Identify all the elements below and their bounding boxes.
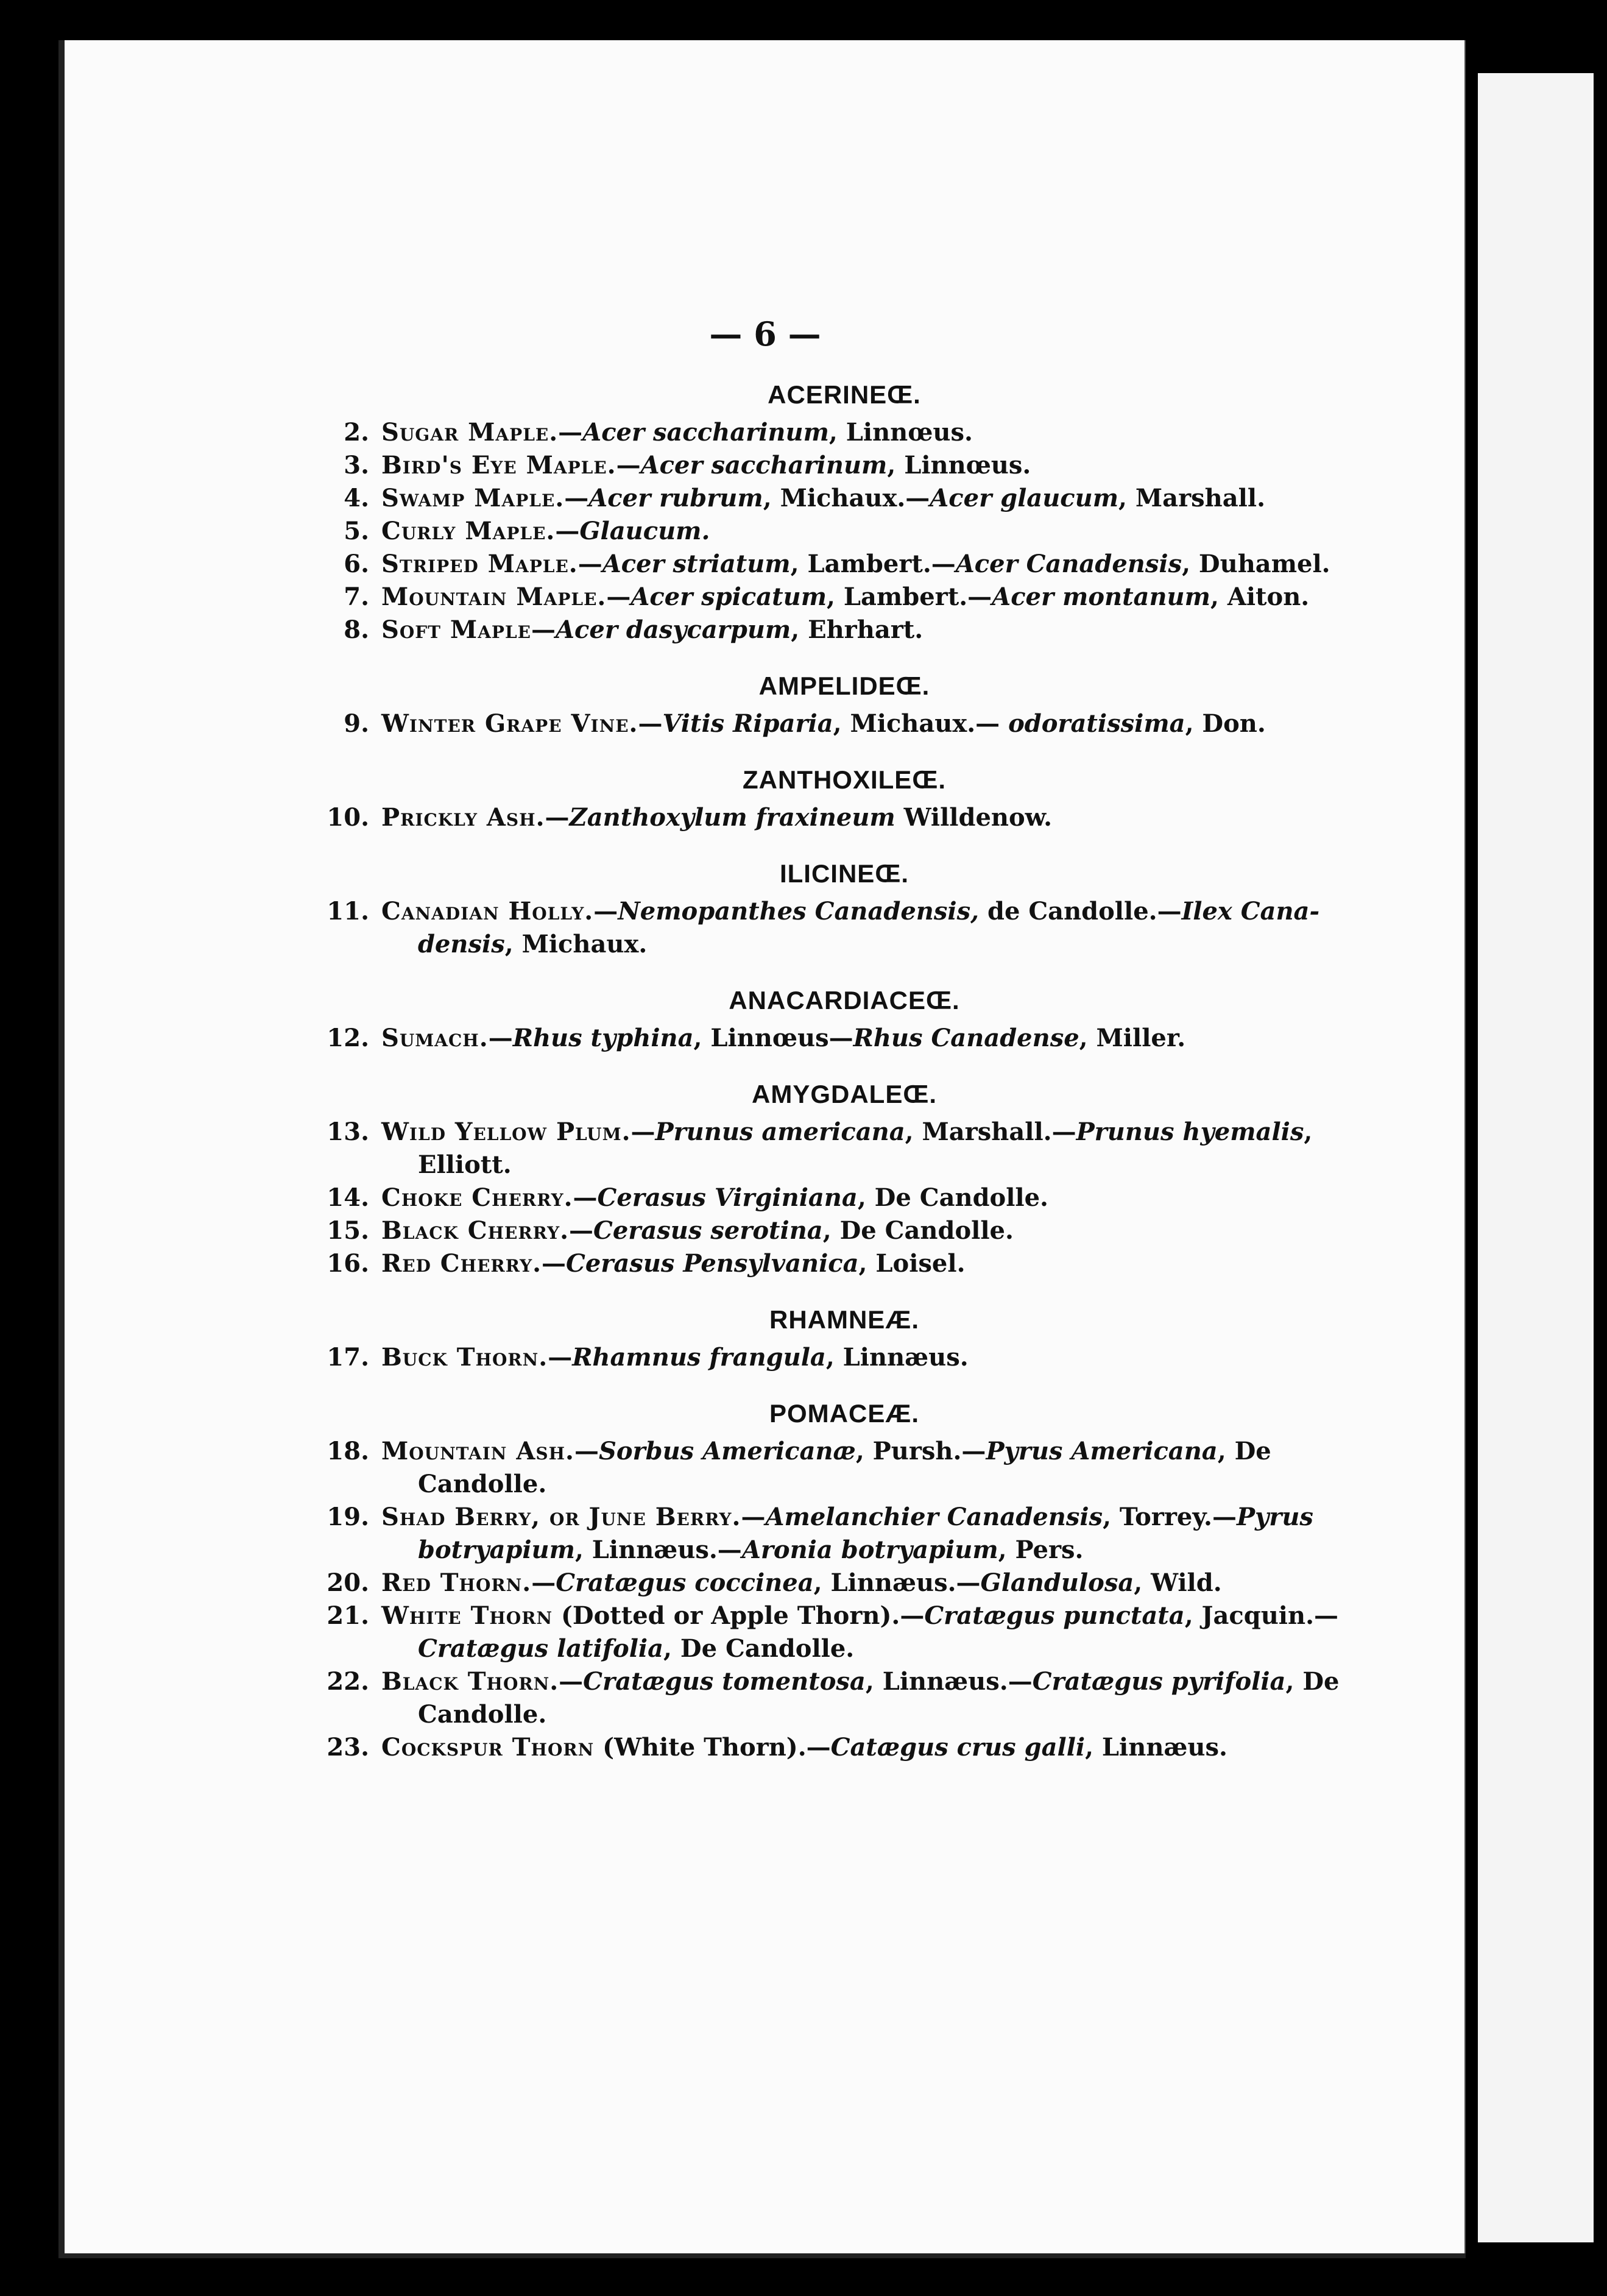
latin-name: odoratissima <box>1008 709 1185 738</box>
family-heading: ILICINEŒ. <box>779 859 909 888</box>
common-name: Sugar Maple. <box>381 418 559 447</box>
entry-number: 11. <box>327 897 369 926</box>
latin-name: Catægus crus galli <box>830 1733 1086 1762</box>
entry-text: , De Candolle. <box>822 1216 1014 1245</box>
common-name: Curly Maple. <box>381 517 556 545</box>
latin-name: Acer saccharinum <box>582 418 829 447</box>
entry-text: — <box>638 709 663 738</box>
entry-number: 17. <box>327 1343 369 1372</box>
common-name: Wild Yellow Plum. <box>381 1118 631 1146</box>
entry-text: — <box>558 418 583 447</box>
entry-text: , Don. <box>1185 709 1266 738</box>
species-entry <box>327 1501 1362 1567</box>
latin-name: Cratægus pyrifolia <box>1032 1667 1286 1696</box>
entry-number: 20. <box>327 1568 369 1597</box>
latin-name: Nemopanthes Canadensis, <box>618 897 980 926</box>
entry-text: — <box>573 1183 598 1212</box>
entry-number: 19. <box>327 1503 369 1531</box>
entry-text: , Jacquin.— <box>1184 1601 1338 1630</box>
species-entry <box>327 801 1362 834</box>
entry-text: , Lambert.— <box>827 583 992 611</box>
common-name: Winter Grape Vine. <box>381 709 638 738</box>
latin-name: Cratægus punctata <box>924 1601 1185 1630</box>
latin-name: Acer saccharinum <box>640 451 888 480</box>
latin-name: Cerasus Pensylvanica <box>566 1249 859 1278</box>
entry-number: 12. <box>327 1024 369 1052</box>
entry-number: 7. <box>344 583 369 611</box>
entry-text: — <box>569 1216 593 1245</box>
species-entry <box>327 449 1362 482</box>
species-entry <box>327 1116 1362 1182</box>
common-name: Red Cherry. <box>381 1249 542 1278</box>
latin-name: densis <box>418 930 505 958</box>
species-entry <box>327 482 1362 515</box>
entry-number: 4. <box>344 484 369 512</box>
entry-line <box>381 1118 1312 1146</box>
latin-name: Acer striatum <box>602 550 791 578</box>
entry-text: , Marshall.— <box>905 1118 1076 1146</box>
entry-text: , Wild. <box>1134 1568 1222 1597</box>
common-name: Bird's Eye Maple. <box>381 451 616 480</box>
entry-text: , Michaux.— <box>763 484 930 512</box>
entry-text: — <box>555 517 580 545</box>
entry-line <box>381 1437 1271 1465</box>
species-entry <box>327 1247 1362 1280</box>
entry-number: 6. <box>344 550 369 578</box>
entry-continuation <box>381 1468 1362 1501</box>
common-name: Cockspur Thorn <box>381 1733 595 1762</box>
entry-line <box>381 517 710 545</box>
entry-text: , Pers. <box>998 1536 1084 1564</box>
entry-text: — <box>542 1249 567 1278</box>
entry-line <box>381 1343 969 1372</box>
latin-name: Ilex Cana- <box>1181 897 1320 926</box>
latin-name: Cratægus coccinea <box>556 1568 814 1597</box>
entry-number: 5. <box>344 517 369 545</box>
entry-continuation <box>381 1534 1362 1567</box>
entry-text: , Michaux. <box>504 930 648 958</box>
entry-text: — <box>577 550 602 578</box>
common-name: Shad Berry, or June Berry. <box>381 1503 741 1531</box>
common-name: Striped Maple. <box>381 550 578 578</box>
entry-text: , Linnæus. <box>1085 1733 1227 1762</box>
species-entry <box>327 1022 1362 1055</box>
entry-number: 9. <box>344 709 369 738</box>
entry-line <box>381 1733 1227 1762</box>
species-entry <box>327 515 1362 548</box>
common-name: Red Thorn. <box>381 1568 532 1597</box>
common-name: Soft Maple <box>381 615 532 644</box>
entry-text: , De <box>1285 1667 1340 1696</box>
entry-line <box>381 418 973 447</box>
common-name: White Thorn <box>381 1601 553 1630</box>
entry-continuation <box>381 1698 1362 1731</box>
species-entry <box>327 1600 1362 1665</box>
common-name: Choke Cherry. <box>381 1183 573 1212</box>
entry-line <box>381 1667 1339 1696</box>
entry-text: (White Thorn).— <box>594 1733 831 1762</box>
page-fold <box>1464 40 1466 2253</box>
page-number: — 6 — <box>709 314 821 353</box>
entry-continuation <box>381 1632 1362 1665</box>
latin-name: Acer dasycarpum <box>556 615 791 644</box>
latin-name: Cratægus tomentosa <box>583 1667 866 1696</box>
common-name: Black Cherry. <box>381 1216 569 1245</box>
entry-number: 15. <box>327 1216 369 1245</box>
latin-name: Pyrus Americana <box>986 1437 1218 1465</box>
entry-text: Candolle. <box>418 1470 547 1498</box>
entry-continuation <box>381 928 1362 961</box>
entry-text: , Miller. <box>1079 1024 1186 1052</box>
latin-name: Acer Canadensis <box>955 550 1182 578</box>
entry-text: , Linnœus— <box>693 1024 853 1052</box>
entry-line <box>381 709 1266 738</box>
species-entry <box>327 1341 1362 1374</box>
entry-line <box>381 803 1052 832</box>
family-heading: RHAMNEÆ. <box>769 1305 919 1334</box>
latin-name: Sorbus Americanæ <box>598 1437 856 1465</box>
entry-line <box>381 1024 1185 1052</box>
entry-text: , Linnæus.— <box>813 1568 981 1597</box>
latin-name: Amelanchier Canadensis <box>765 1503 1103 1531</box>
common-name: Prickly Ash. <box>381 803 545 832</box>
common-name: Mountain Maple. <box>381 583 607 611</box>
species-entry <box>327 548 1362 581</box>
entry-number: 13. <box>327 1118 369 1146</box>
latin-name: Prunus hyemalis <box>1076 1118 1304 1146</box>
species-entry <box>327 1731 1362 1764</box>
entry-line <box>381 583 1309 611</box>
latin-name: Cratægus latifolia <box>418 1634 664 1663</box>
entry-text: — <box>630 1118 655 1146</box>
entry-text: (Dotted or Apple Thorn).— <box>553 1601 925 1630</box>
latin-name: Acer spicatum <box>630 583 827 611</box>
entry-text: , Linnæus.— <box>865 1667 1033 1696</box>
entry-text: , Linnæus.— <box>574 1536 742 1564</box>
entry-number: 22. <box>327 1667 369 1696</box>
latin-name: Glaucum. <box>579 517 710 545</box>
entry-text: — <box>574 1437 599 1465</box>
latin-name: Rhus typhina <box>512 1024 694 1052</box>
entry-number: 10. <box>327 803 369 832</box>
entry-line <box>381 615 923 644</box>
latin-name: Aronia botryapium <box>741 1536 998 1564</box>
species-entry <box>327 1567 1362 1600</box>
common-name: Sumach. <box>381 1024 489 1052</box>
species-entry <box>327 1435 1362 1501</box>
entry-text: de Candolle.— <box>979 897 1182 926</box>
species-entry <box>327 581 1362 614</box>
entry-text: , Duhamel. <box>1182 550 1330 578</box>
entry-text: , Lambert.— <box>790 550 956 578</box>
entry-number: 16. <box>327 1249 369 1278</box>
entry-line <box>381 1568 1222 1597</box>
entry-text: , Marshall. <box>1118 484 1265 512</box>
entry-text: — <box>741 1503 766 1531</box>
latin-name: Rhamnus frangula <box>572 1343 826 1372</box>
entry-text: — <box>545 803 570 832</box>
family-heading: ACERINEŒ. <box>768 380 921 409</box>
entry-text: — <box>564 484 589 512</box>
entry-line <box>381 897 1319 926</box>
entry-line <box>381 484 1265 512</box>
entry-text: — <box>593 897 618 926</box>
entry-number: 8. <box>344 615 369 644</box>
species-entry <box>327 614 1362 647</box>
common-name: Canadian Holly. <box>381 897 594 926</box>
entry-text: , Torrey.— <box>1103 1503 1237 1531</box>
entry-text: — <box>616 451 641 480</box>
family-heading: ZANTHOXILEŒ. <box>743 765 946 794</box>
latin-name: Rhus Canadense <box>853 1024 1079 1052</box>
entry-line <box>381 1216 1014 1245</box>
species-entry <box>327 416 1362 449</box>
common-name: Mountain Ash. <box>381 1437 574 1465</box>
entry-text: — <box>548 1343 573 1372</box>
latin-name: Pyrus <box>1236 1503 1313 1531</box>
entry-line <box>381 1249 966 1278</box>
latin-name: Zanthoxylum fraxineum <box>569 803 895 832</box>
entry-number: 18. <box>327 1437 369 1465</box>
entry-text: , Linnæus. <box>825 1343 969 1372</box>
common-name: Buck Thorn. <box>381 1343 548 1372</box>
entry-text: Candolle. <box>418 1700 547 1729</box>
latin-name: Prunus americana <box>655 1118 905 1146</box>
latin-name: Acer rubrum <box>588 484 763 512</box>
common-name: Black Thorn. <box>381 1667 559 1696</box>
entry-text: — <box>488 1024 513 1052</box>
adjacent-page-edge <box>1478 73 1594 2242</box>
entry-number: 23. <box>327 1733 369 1762</box>
entry-number: 2. <box>344 418 369 447</box>
family-heading: AMYGDALEŒ. <box>752 1080 937 1108</box>
entry-text: , Michaux.— <box>833 709 1009 738</box>
latin-name: Acer glaucum <box>930 484 1119 512</box>
entry-text: , Linnœus. <box>828 418 973 447</box>
entry-text: — <box>559 1667 584 1696</box>
species-entry <box>327 707 1362 740</box>
entry-text: , Loisel. <box>858 1249 966 1278</box>
latin-name: Acer montanum <box>992 583 1210 611</box>
family-heading: ANACARDIACEŒ. <box>729 986 960 1015</box>
entry-text: , De <box>1217 1437 1271 1465</box>
entry-text: , Pursh.— <box>855 1437 986 1465</box>
species-entry <box>327 1182 1362 1214</box>
entry-text: Willdenow. <box>895 803 1052 832</box>
entry-text: , Aiton. <box>1210 583 1310 611</box>
entry-text: , De Candolle. <box>663 1634 855 1663</box>
species-entry <box>327 1214 1362 1247</box>
species-entry <box>327 895 1362 961</box>
entry-continuation <box>381 1149 1362 1182</box>
entry-text: — <box>531 615 556 644</box>
entry-number: 14. <box>327 1183 369 1212</box>
entry-number: 3. <box>344 451 369 480</box>
latin-name: botryapium <box>418 1536 575 1564</box>
entry-line <box>381 1183 1048 1212</box>
entry-line <box>381 550 1330 578</box>
entry-text: , Ehrhart. <box>791 615 924 644</box>
species-list <box>327 378 1362 1764</box>
entry-line <box>381 451 1031 480</box>
entry-text: — <box>606 583 631 611</box>
entry-text: , <box>1304 1118 1313 1146</box>
entry-text: , Linnœus. <box>887 451 1031 480</box>
latin-name: Cerasus serotina <box>593 1216 823 1245</box>
document-page <box>58 40 1466 2258</box>
family-heading: POMACEÆ. <box>769 1399 919 1428</box>
entry-text: Elliott. <box>418 1150 512 1179</box>
entry-line <box>381 1503 1313 1531</box>
entry-number: 21. <box>327 1601 369 1630</box>
entry-line <box>381 1601 1338 1630</box>
entry-text: , De Candolle. <box>857 1183 1048 1212</box>
latin-name: Vitis Riparia <box>662 709 833 738</box>
entry-text: — <box>531 1568 556 1597</box>
species-entry <box>327 1665 1362 1731</box>
family-heading: AMPELIDEŒ. <box>758 671 930 700</box>
common-name: Swamp Maple. <box>381 484 565 512</box>
latin-name: Glandulosa <box>980 1568 1134 1597</box>
latin-name: Cerasus Virginiana <box>597 1183 858 1212</box>
